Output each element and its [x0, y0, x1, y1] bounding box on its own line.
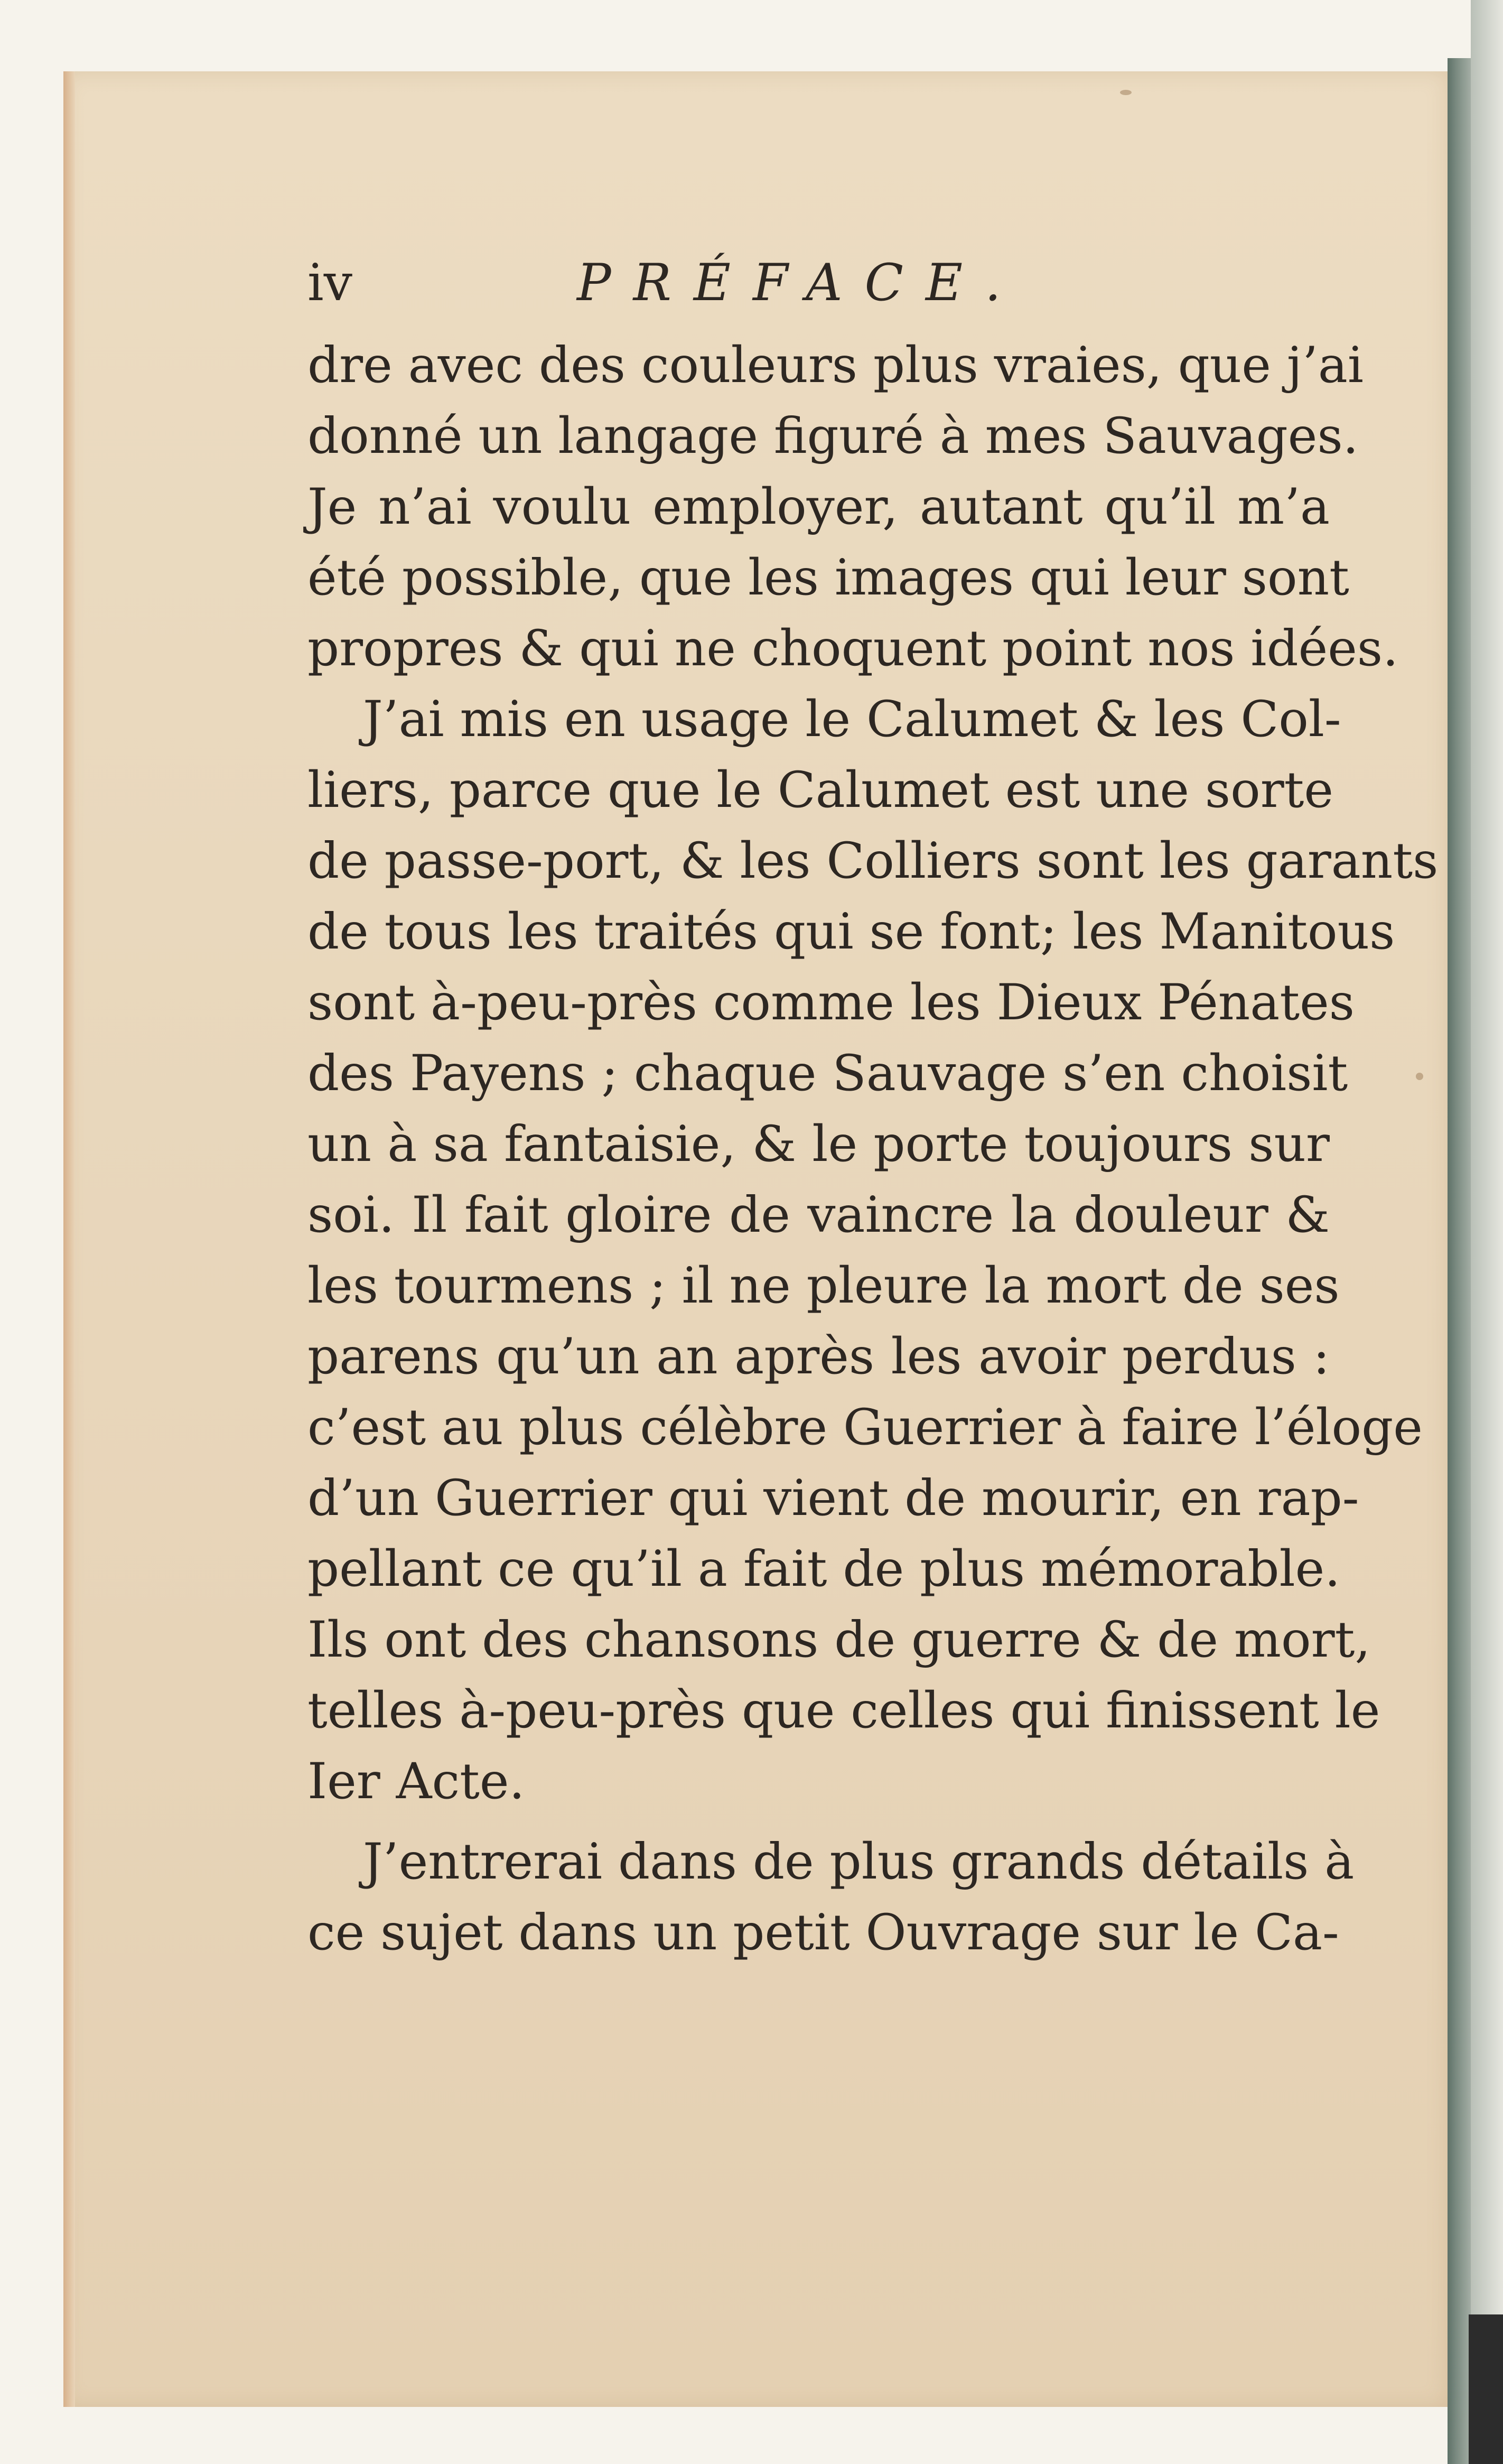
text-line: d’un Guerrier qui vient de mourir, en rap- — [307, 1470, 1359, 1527]
text-line: propres & qui ne choquent point nos idées. — [307, 620, 1399, 677]
text-line: Ier Acte. — [307, 1753, 525, 1810]
text-line: Je n’ai voulu employer, autant qu’il m’a — [307, 478, 1330, 536]
text-line: un à sa fantaisie, & le porte toujours sur — [307, 1115, 1330, 1173]
paragraph-2 — [307, 684, 1439, 1817]
binding-shadow — [1469, 2314, 1503, 2464]
text-line: c’est au plus célèbre Guerrier à faire l’éloge — [307, 1399, 1423, 1456]
text-line: pellant ce qu’il a fait de plus mémorable. — [307, 1540, 1341, 1598]
text-line: telles à-peu-près que celles qui finissent le — [307, 1682, 1380, 1740]
paragraph-1 — [307, 330, 1399, 684]
text-line: des Payens ; chaque Sauvage s’en choisit — [307, 1045, 1348, 1102]
text-line: soi. Il fait gloire de vaincre la douleur & — [307, 1186, 1330, 1244]
ink-spot — [1416, 1073, 1423, 1080]
text-line: de tous les traités qui se font; les Manitous — [307, 903, 1395, 961]
text-line: J’ai mis en usage le Calumet & les Col- — [363, 691, 1341, 748]
text-line: Ils ont des chansons de guerre & de mort, — [307, 1611, 1371, 1669]
page-left-edge — [63, 71, 75, 2407]
page-number: iv — [307, 253, 352, 312]
text-line: parens qu’un an après les avoir perdus : — [307, 1328, 1330, 1386]
text-line: été possible, que les images qui leur sont — [307, 549, 1349, 607]
running-head: PRÉFACE. — [577, 253, 1023, 312]
paragraph-3 — [307, 1827, 1355, 1968]
text-line: sont à-peu-près comme les Dieux Pénates — [307, 974, 1355, 1031]
text-line: de passe-port, & les Colliers sont les garants — [307, 832, 1439, 890]
ink-spot — [1120, 90, 1132, 95]
text-line: ce sujet dans un petit Ouvrage sur le Ca- — [307, 1904, 1339, 1961]
text-line: liers, parce que le Calumet est une sorte — [307, 761, 1334, 819]
text-line: donné un langage figuré à mes Sauvages. — [307, 407, 1359, 465]
text-line: les tourmens ; il ne pleure la mort de ses — [307, 1257, 1340, 1315]
adjacent-page-edge — [1471, 0, 1503, 2464]
page-header — [307, 240, 1330, 330]
text-line: J’entrerai dans de plus grands détails à — [363, 1833, 1355, 1891]
page-text — [307, 240, 1439, 1968]
text-line: dre avec des couleurs plus vraies, que j’ai — [307, 337, 1364, 394]
binding-gutter — [1448, 58, 1471, 2464]
